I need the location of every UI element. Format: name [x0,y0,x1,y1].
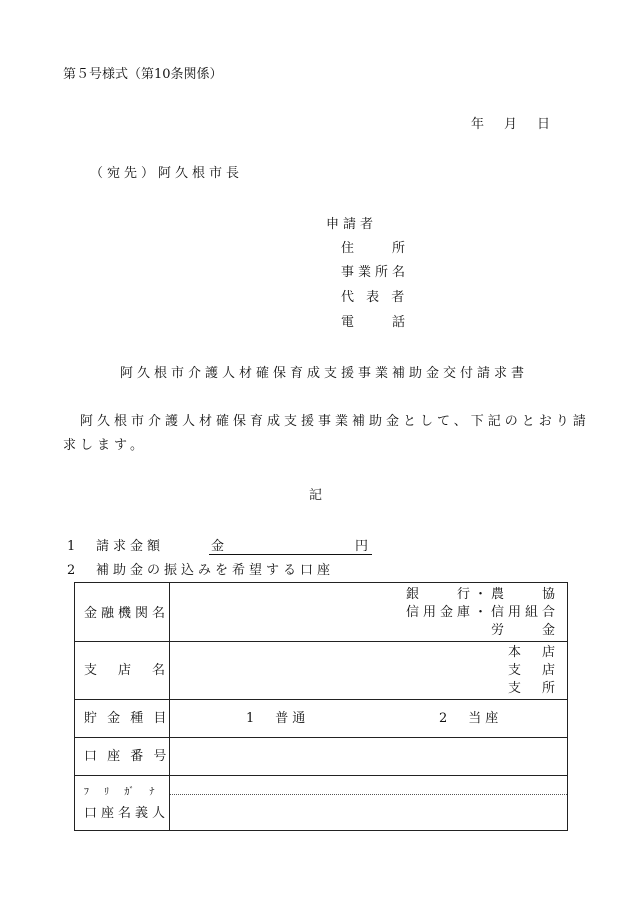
date-day: 日 [537,117,551,132]
deposit-option-checking[interactable]: 2 当座 [439,711,503,726]
branch-type-2: 支 店 [507,663,559,678]
item2-label: 補助金の振込みを希望する口座 [96,563,335,578]
institution-type-3: 労 金 [490,623,559,638]
account-holder-label: 口座名義人 [84,806,170,821]
applicant-heading: 申請者 [326,217,378,232]
applicant-phone: 電 話 [341,315,410,330]
item1-label: 請求金額 [96,539,165,554]
branch-type-3: 支 所 [507,681,559,696]
institution-type-2: 信用金庫・信用組合 [405,605,559,620]
furigana-label: ﾌ ﾘ ｶﾞ ﾅ [84,787,161,798]
branch-name-input[interactable] [171,643,471,697]
document-title: 阿久根市介護人材確保育成支援事業補助金交付請求書 [120,366,529,381]
account-table [74,582,568,831]
addressee: （宛先）阿久根市長 [90,166,244,181]
branch-label: 支 店 名 [84,663,170,678]
item2-number: 2 [67,563,76,578]
furigana-input[interactable] [171,777,567,793]
form-number: 第５号様式（第10条関係） [63,67,223,82]
body-line-2: 求します。 [63,438,147,453]
institution-name-input[interactable] [171,585,371,639]
account-holder-input[interactable] [171,796,567,830]
branch-type-1: 本 店 [507,645,559,660]
ki-heading: 記 [309,488,323,503]
date-year: 年 [471,117,485,132]
amount-kin: 金 [211,539,225,554]
applicant-address: 住 所 [341,241,410,256]
institution-label: 金融機関名 [84,606,170,621]
account-number-label: 口 座 番 号 [84,749,170,764]
item1-number: 1 [67,539,76,554]
amount-en: 円 [355,539,369,554]
applicant-office: 事業所名 [341,265,410,280]
amount-field[interactable] [209,538,372,555]
deposit-option-regular[interactable]: 1 普通 [246,711,310,726]
account-number-input[interactable] [171,739,567,773]
date-month: 月 [504,117,518,132]
applicant-representative: 代 表 者 [341,290,409,305]
body-line-1: 阿久根市介護人材確保育成支援事業補助金として、下記のとおり請 [80,414,590,429]
deposit-type-label: 貯 金 種 目 [84,711,170,726]
institution-type-1: 銀 行・農 協 [405,587,559,602]
